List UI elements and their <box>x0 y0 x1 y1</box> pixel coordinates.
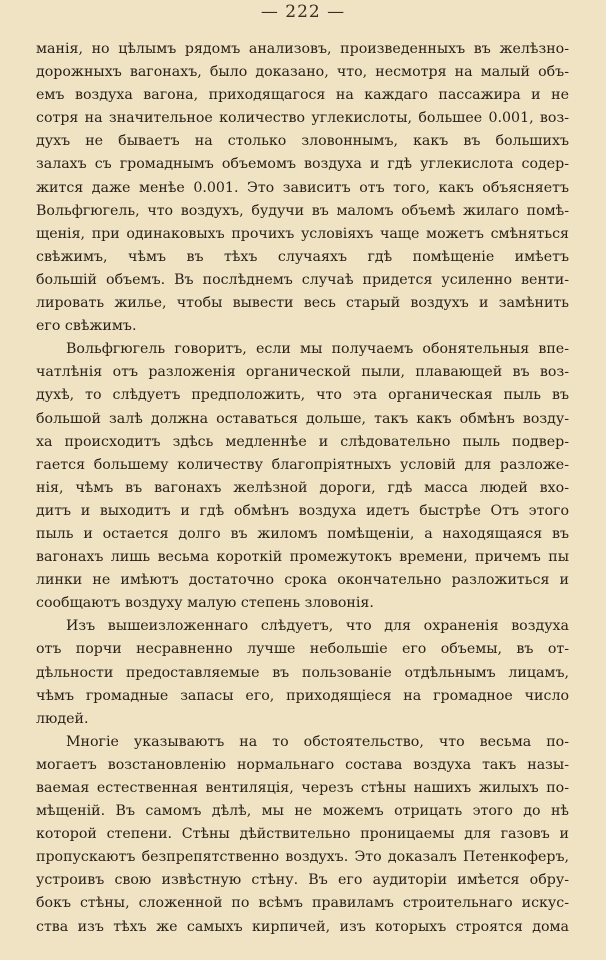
text-line: дитъ и выходитъ и гдѣ обмѣнъ воздуха идетъ быстрѣе Отъ этого <box>36 502 569 519</box>
text-line: людей. <box>36 710 89 727</box>
text-line: пыль и остается долго въ жиломъ помѣщеніи, а находящаяся въ <box>36 525 569 542</box>
text-line: Вольфгюгель говоритъ, если мы получаемъ обонятельныя впе- <box>66 341 569 358</box>
text-line: отъ порчи несравненно лучше небольшіе его объемы, въ от- <box>36 641 569 658</box>
text-line: устроивъ свою извѣстную стѣну. Въ его аудиторіи имѣется обру- <box>36 872 569 889</box>
text-line: емъ воздуха вагона, приходящагося на каждаго пассажира и не <box>36 87 569 104</box>
text-line: могаетъ возстановленію нормальнаго состава воздуха такъ назы- <box>36 756 569 773</box>
text-line: мѣщеній. Въ самомъ дѣлѣ, мы не можемъ отрицать этого до нѣ <box>36 803 569 820</box>
text-line: ха происходитъ здѣсь медленнѣе и слѣдовательно пыль подвер- <box>36 433 569 450</box>
text-line: линки не имѣютъ достаточно срока окончательно разложиться и <box>36 572 569 589</box>
text-line: большой залѣ должна оставаться дольше, такъ какъ обмѣнъ возду- <box>36 410 569 427</box>
text-line: залахъ съ громаднымъ объемомъ воздуха и гдѣ углекислота содер- <box>36 156 569 173</box>
text-line: жится даже менѣе 0.001. Это зависитъ отъ того, какъ объясняетъ <box>36 179 569 196</box>
text-line: манія, но цѣлымъ рядомъ анализовъ, произведенныхъ въ желѣзно- <box>36 41 569 57</box>
text-line: дѣльности предоставляемые въ пользованіе отдѣльнымъ лицамъ, <box>36 664 569 681</box>
text-line: пропускаютъ безпрепятственно воздухъ. Это доказалъ Петенкоферъ, <box>36 849 569 866</box>
text-line: гается большему количеству благопріятныхъ условій для разложе- <box>36 456 569 473</box>
text-line: Вольфгюгель, что воздухъ, будучи въ маломъ объемѣ жилаго помѣ- <box>36 202 569 219</box>
text-line: бокъ стѣны, сложенной по всѣмъ правиламъ строительнаго искус- <box>36 895 569 912</box>
text-line: дорожныхъ вагонахъ, было доказано, что, несмотря на малый объ- <box>36 64 569 81</box>
text-line: сотря на значительное количество углекислоты, большее 0.001, воз- <box>36 110 569 127</box>
text-line: ваемая естественная вентиляція, черезъ стѣны нашихъ жилыхъ по- <box>36 780 569 796</box>
text-line: свѣжимъ, чѣмъ въ тѣхъ случаяхъ гдѣ помѣщеніе имѣетъ <box>36 248 569 265</box>
text-line: щенія, при одинаковыхъ прочихъ условіяхъ чаще можетъ смѣняться <box>36 225 569 242</box>
text-line: которой степени. Стѣны дѣйствительно проницаемы для газовъ и <box>36 826 569 843</box>
text-line: духъ не бываетъ на столько зловоннымъ, какъ въ большихъ <box>36 133 569 150</box>
text-line: Изъ вышеизложеннаго слѣдуетъ, что для охраненія воздуха <box>66 618 569 635</box>
page-number: — 222 — <box>260 2 346 22</box>
text-line: большій объемъ. Въ послѣднемъ случаѣ придется усиленно венти- <box>36 271 569 288</box>
text-line: Многіе указываютъ на то обстоятельство, что весьма по- <box>66 733 569 750</box>
text-line: ства изъ тѣхъ же самыхъ кирпичей, изъ которыхъ строятся дома <box>36 918 569 935</box>
text-line: духѣ, то слѣдуетъ предположить, что эта органическая пыль въ <box>36 387 569 404</box>
text-line: его свѣжимъ. <box>36 318 137 335</box>
text-line: вагонахъ лишь весьма короткій промежутокъ времени, причемъ пы <box>36 549 569 566</box>
text-line: чѣмъ громадные запасы его, приходящіеся на громадное число <box>36 687 569 704</box>
text-line: лировать жилье, чтобы вывести весь старый воздухъ и замѣнить <box>36 295 569 312</box>
text-line: сообщаютъ воздуху малую степень зловонія. <box>36 595 374 612</box>
text-line: нія, чѣмъ въ вагонахъ желѣзной дороги, гдѣ масса людей вхо- <box>36 479 569 496</box>
text-line: чатлѣнія отъ разложенія органической пыли, плавающей въ воз- <box>36 364 569 381</box>
body-text <box>36 38 569 939</box>
